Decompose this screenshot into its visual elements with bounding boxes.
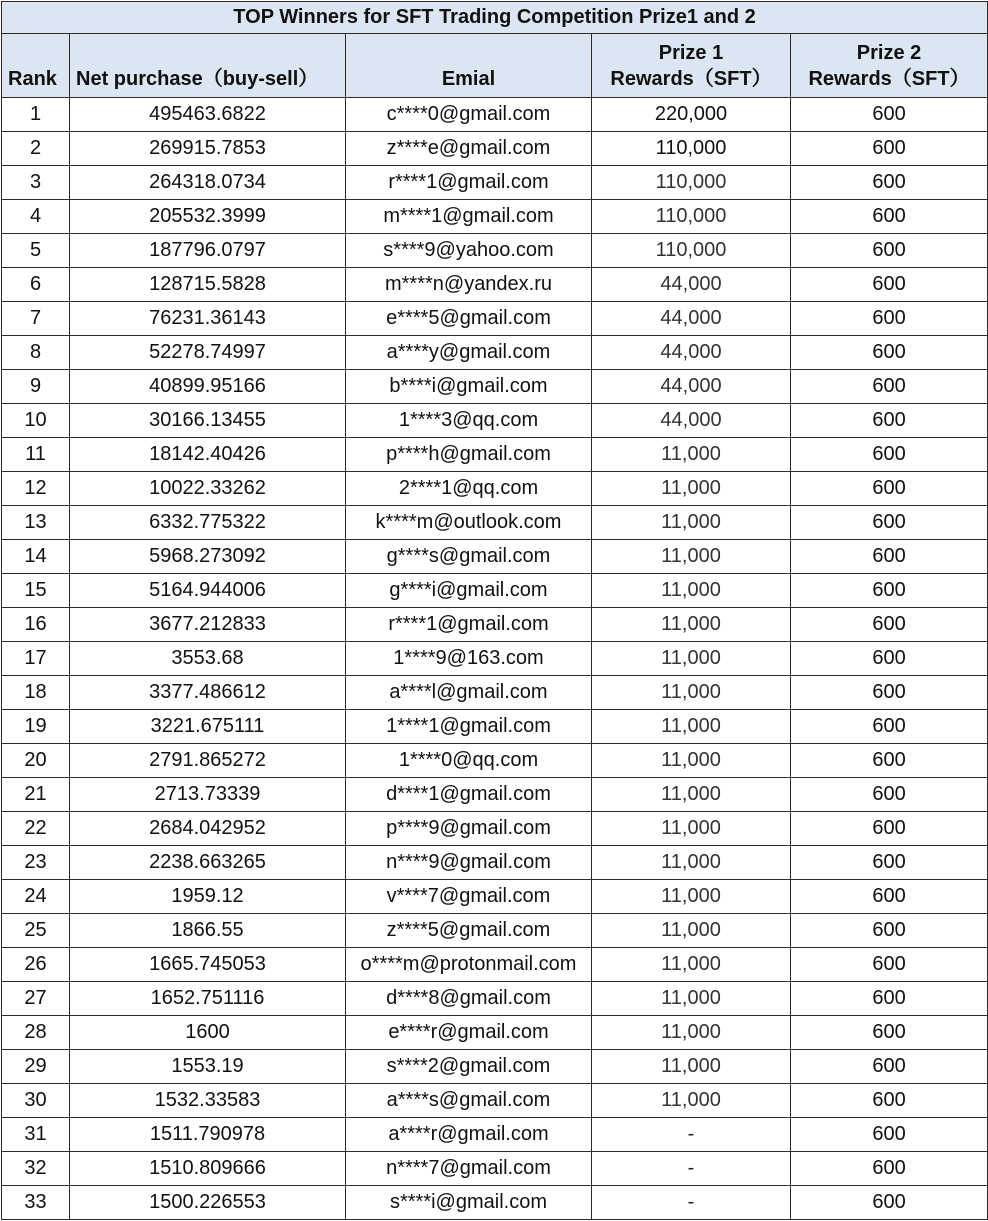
header-prize1-line2: Rewards（SFT）	[610, 68, 772, 90]
cell-rank: 7	[2, 302, 70, 336]
cell-rank: 24	[2, 880, 70, 914]
cell-rank: 30	[2, 1084, 70, 1118]
cell-prize1: 11,000	[592, 982, 791, 1016]
table-row	[2, 234, 988, 268]
cell-prize1: 11,000	[592, 846, 791, 880]
cell-rank: 9	[2, 370, 70, 404]
cell-prize1: 44,000	[592, 302, 791, 336]
cell-rank: 19	[2, 710, 70, 744]
cell-net-purchase: 495463.6822	[70, 98, 346, 132]
table-row	[2, 744, 988, 778]
cell-prize2: 600	[791, 540, 988, 574]
cell-rank: 29	[2, 1050, 70, 1084]
header-rank: Rank	[2, 34, 70, 98]
cell-prize1: 11,000	[592, 710, 791, 744]
cell-prize2: 600	[791, 744, 988, 778]
cell-net-purchase: 1600	[70, 1016, 346, 1050]
cell-net-purchase: 3221.675111	[70, 710, 346, 744]
cell-prize1: 11,000	[592, 438, 791, 472]
cell-net-purchase: 6332.775322	[70, 506, 346, 540]
cell-rank: 23	[2, 846, 70, 880]
cell-prize1: 11,000	[592, 778, 791, 812]
cell-email: z****e@gmail.com	[346, 132, 592, 166]
cell-prize2: 600	[791, 438, 988, 472]
table-row	[2, 1050, 988, 1084]
cell-net-purchase: 1532.33583	[70, 1084, 346, 1118]
cell-email: p****9@gmail.com	[346, 812, 592, 846]
cell-email: 1****3@qq.com	[346, 404, 592, 438]
cell-email: s****2@gmail.com	[346, 1050, 592, 1084]
cell-email: p****h@gmail.com	[346, 438, 592, 472]
table-row	[2, 846, 988, 880]
cell-email: r****1@gmail.com	[346, 166, 592, 200]
cell-rank: 20	[2, 744, 70, 778]
cell-rank: 10	[2, 404, 70, 438]
cell-prize2: 600	[791, 336, 988, 370]
cell-prize2: 600	[791, 846, 988, 880]
table-row	[2, 302, 988, 336]
cell-net-purchase: 2238.663265	[70, 846, 346, 880]
cell-prize1: -	[592, 1186, 791, 1220]
cell-rank: 6	[2, 268, 70, 302]
cell-net-purchase: 40899.95166	[70, 370, 346, 404]
cell-email: o****m@protonmail.com	[346, 948, 592, 982]
cell-net-purchase: 264318.0734	[70, 166, 346, 200]
cell-prize1: 44,000	[592, 404, 791, 438]
cell-rank: 2	[2, 132, 70, 166]
cell-email: a****y@gmail.com	[346, 336, 592, 370]
cell-net-purchase: 1866.55	[70, 914, 346, 948]
cell-prize2: 600	[791, 778, 988, 812]
cell-prize2: 600	[791, 642, 988, 676]
header-prize2-line1: Prize 2	[856, 42, 922, 64]
cell-net-purchase: 1665.745053	[70, 948, 346, 982]
cell-prize1: 11,000	[592, 676, 791, 710]
cell-rank: 27	[2, 982, 70, 1016]
cell-prize1: 11,000	[592, 608, 791, 642]
cell-email: v****7@gmail.com	[346, 880, 592, 914]
cell-rank: 15	[2, 574, 70, 608]
cell-prize2: 600	[791, 1186, 988, 1220]
table-row	[2, 710, 988, 744]
cell-net-purchase: 52278.74997	[70, 336, 346, 370]
cell-net-purchase: 1500.226553	[70, 1186, 346, 1220]
table-row	[2, 506, 988, 540]
table-row	[2, 982, 988, 1016]
cell-prize2: 600	[791, 1118, 988, 1152]
cell-rank: 14	[2, 540, 70, 574]
table-row	[2, 880, 988, 914]
table-row	[2, 1152, 988, 1186]
cell-rank: 21	[2, 778, 70, 812]
table-row	[2, 574, 988, 608]
cell-rank: 28	[2, 1016, 70, 1050]
cell-email: a****s@gmail.com	[346, 1084, 592, 1118]
cell-prize2: 600	[791, 1152, 988, 1186]
table-row	[2, 166, 988, 200]
cell-email: r****1@gmail.com	[346, 608, 592, 642]
cell-email: m****n@yandex.ru	[346, 268, 592, 302]
table-row	[2, 200, 988, 234]
cell-prize2: 600	[791, 404, 988, 438]
cell-prize2: 600	[791, 676, 988, 710]
cell-prize2: 600	[791, 98, 988, 132]
cell-rank: 32	[2, 1152, 70, 1186]
table-row	[2, 268, 988, 302]
cell-email: k****m@outlook.com	[346, 506, 592, 540]
cell-email: 1****1@gmail.com	[346, 710, 592, 744]
cell-prize2: 600	[791, 302, 988, 336]
cell-net-purchase: 3377.486612	[70, 676, 346, 710]
cell-email: m****1@gmail.com	[346, 200, 592, 234]
cell-prize2: 600	[791, 1050, 988, 1084]
header-row	[2, 34, 988, 98]
cell-prize1: 11,000	[592, 1084, 791, 1118]
cell-prize1: 11,000	[592, 472, 791, 506]
cell-email: d****8@gmail.com	[346, 982, 592, 1016]
table-row	[2, 370, 988, 404]
cell-rank: 17	[2, 642, 70, 676]
cell-net-purchase: 1553.19	[70, 1050, 346, 1084]
cell-prize2: 600	[791, 574, 988, 608]
table-row	[2, 608, 988, 642]
cell-prize1: 11,000	[592, 744, 791, 778]
cell-rank: 22	[2, 812, 70, 846]
cell-prize2: 600	[791, 506, 988, 540]
cell-prize1: -	[592, 1152, 791, 1186]
cell-prize2: 600	[791, 1016, 988, 1050]
cell-email: g****i@gmail.com	[346, 574, 592, 608]
cell-prize2: 600	[791, 472, 988, 506]
cell-email: e****r@gmail.com	[346, 1016, 592, 1050]
table-row	[2, 914, 988, 948]
cell-rank: 33	[2, 1186, 70, 1220]
cell-net-purchase: 18142.40426	[70, 438, 346, 472]
cell-rank: 4	[2, 200, 70, 234]
cell-net-purchase: 1959.12	[70, 880, 346, 914]
cell-prize1: 11,000	[592, 1050, 791, 1084]
cell-rank: 31	[2, 1118, 70, 1152]
cell-rank: 18	[2, 676, 70, 710]
header-prize1	[592, 34, 791, 98]
cell-net-purchase: 3677.212833	[70, 608, 346, 642]
cell-prize1: 11,000	[592, 914, 791, 948]
cell-prize2: 600	[791, 710, 988, 744]
cell-email: 1****9@163.com	[346, 642, 592, 676]
header-email: Emial	[346, 34, 592, 98]
title-row	[2, 2, 988, 34]
cell-net-purchase: 1510.809666	[70, 1152, 346, 1186]
cell-prize1: 11,000	[592, 506, 791, 540]
table-row	[2, 642, 988, 676]
cell-email: d****1@gmail.com	[346, 778, 592, 812]
cell-net-purchase: 269915.7853	[70, 132, 346, 166]
cell-prize1: 11,000	[592, 1016, 791, 1050]
cell-net-purchase: 2713.73339	[70, 778, 346, 812]
table-row	[2, 404, 988, 438]
cell-prize2: 600	[791, 268, 988, 302]
cell-prize1: 11,000	[592, 812, 791, 846]
cell-net-purchase: 2791.865272	[70, 744, 346, 778]
table-row	[2, 1186, 988, 1220]
cell-email: n****9@gmail.com	[346, 846, 592, 880]
cell-rank: 16	[2, 608, 70, 642]
cell-prize1: 11,000	[592, 540, 791, 574]
header-prize2-line2: Rewards（SFT）	[808, 68, 970, 90]
cell-prize1: 44,000	[592, 268, 791, 302]
cell-prize2: 600	[791, 982, 988, 1016]
table-row	[2, 540, 988, 574]
table-row	[2, 336, 988, 370]
table-row	[2, 812, 988, 846]
cell-prize1: 110,000	[592, 132, 791, 166]
cell-prize1: 11,000	[592, 642, 791, 676]
cell-net-purchase: 187796.0797	[70, 234, 346, 268]
cell-rank: 12	[2, 472, 70, 506]
cell-net-purchase: 76231.36143	[70, 302, 346, 336]
cell-prize1: 44,000	[592, 336, 791, 370]
cell-prize1: 110,000	[592, 234, 791, 268]
cell-prize2: 600	[791, 1084, 988, 1118]
cell-prize1: -	[592, 1118, 791, 1152]
header-prize1-line1: Prize 1	[658, 42, 724, 64]
cell-email: e****5@gmail.com	[346, 302, 592, 336]
table-row	[2, 1016, 988, 1050]
cell-email: s****i@gmail.com	[346, 1186, 592, 1220]
cell-net-purchase: 10022.33262	[70, 472, 346, 506]
cell-net-purchase: 30166.13455	[70, 404, 346, 438]
cell-net-purchase: 5968.273092	[70, 540, 346, 574]
cell-prize2: 600	[791, 880, 988, 914]
cell-email: b****i@gmail.com	[346, 370, 592, 404]
cell-email: a****r@gmail.com	[346, 1118, 592, 1152]
cell-net-purchase: 5164.944006	[70, 574, 346, 608]
cell-rank: 26	[2, 948, 70, 982]
table-row	[2, 472, 988, 506]
cell-prize2: 600	[791, 200, 988, 234]
cell-prize1: 11,000	[592, 574, 791, 608]
table-row	[2, 98, 988, 132]
cell-rank: 3	[2, 166, 70, 200]
cell-email: a****l@gmail.com	[346, 676, 592, 710]
cell-net-purchase: 128715.5828	[70, 268, 346, 302]
cell-rank: 11	[2, 438, 70, 472]
table-row	[2, 132, 988, 166]
cell-net-purchase: 205532.3999	[70, 200, 346, 234]
cell-prize1: 11,000	[592, 948, 791, 982]
header-net-purchase: Net purchase（buy-sell）	[70, 34, 346, 98]
cell-email: 1****0@qq.com	[346, 744, 592, 778]
cell-rank: 1	[2, 98, 70, 132]
cell-prize1: 44,000	[592, 370, 791, 404]
cell-net-purchase: 1511.790978	[70, 1118, 346, 1152]
cell-net-purchase: 2684.042952	[70, 812, 346, 846]
table-row	[2, 778, 988, 812]
cell-prize2: 600	[791, 234, 988, 268]
winners-table	[1, 1, 988, 1220]
table-title: TOP Winners for SFT Trading Competition Prize1 and 2	[2, 2, 988, 34]
cell-email: 2****1@qq.com	[346, 472, 592, 506]
cell-net-purchase: 3553.68	[70, 642, 346, 676]
cell-prize1: 110,000	[592, 166, 791, 200]
cell-rank: 8	[2, 336, 70, 370]
cell-email: n****7@gmail.com	[346, 1152, 592, 1186]
cell-rank: 5	[2, 234, 70, 268]
cell-prize2: 600	[791, 132, 988, 166]
cell-prize2: 600	[791, 608, 988, 642]
cell-prize2: 600	[791, 812, 988, 846]
table-row	[2, 438, 988, 472]
cell-email: s****9@yahoo.com	[346, 234, 592, 268]
table-row	[2, 1084, 988, 1118]
table-row	[2, 676, 988, 710]
cell-prize2: 600	[791, 166, 988, 200]
cell-prize2: 600	[791, 948, 988, 982]
cell-email: g****s@gmail.com	[346, 540, 592, 574]
cell-rank: 25	[2, 914, 70, 948]
table-row	[2, 948, 988, 982]
cell-prize2: 600	[791, 914, 988, 948]
cell-prize1: 220,000	[592, 98, 791, 132]
cell-email: z****5@gmail.com	[346, 914, 592, 948]
cell-net-purchase: 1652.751116	[70, 982, 346, 1016]
cell-prize1: 11,000	[592, 880, 791, 914]
cell-rank: 13	[2, 506, 70, 540]
table-row	[2, 1118, 988, 1152]
cell-email: c****0@gmail.com	[346, 98, 592, 132]
cell-prize1: 110,000	[592, 200, 791, 234]
header-prize2	[791, 34, 988, 98]
table-body	[2, 98, 988, 1220]
cell-prize2: 600	[791, 370, 988, 404]
